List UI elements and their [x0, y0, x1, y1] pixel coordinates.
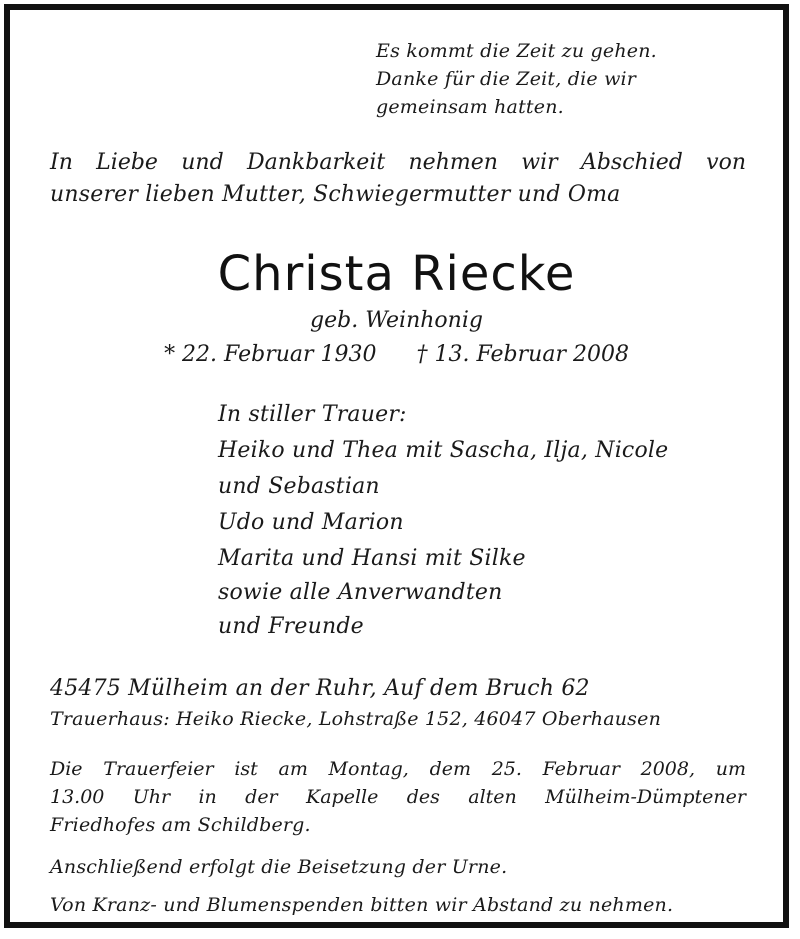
mourner-line: und Freunde	[218, 614, 364, 639]
life-dates	[10, 342, 783, 367]
mourner-line: und Sebastian	[218, 474, 380, 499]
deceased-name: Christa Riecke	[217, 246, 576, 302]
trauerhaus-address: Trauerhaus: Heiko Riecke, Lohstraße 152, 46047 Oberhausen	[50, 708, 662, 730]
mourners-heading: In stiller Trauer:	[218, 402, 407, 427]
mourner-line: Udo und Marion	[218, 510, 404, 535]
death-date: † 13. Februar 2008	[416, 342, 629, 367]
obituary-notice	[4, 4, 789, 928]
birth-date: * 22. Februar 1930	[164, 342, 377, 367]
mourner-line: Marita und Hansi mit Silke	[218, 546, 526, 571]
motto-line-3: gemeinsam hatten.	[376, 96, 564, 118]
motto-line-2: Danke für die Zeit, die wir	[376, 68, 637, 90]
ceremony-line-1: Die Trauerfeier ist am Montag, dem 25. Februar 2008, um	[50, 758, 746, 780]
mourner-line: sowie alle Anverwandten	[218, 580, 503, 605]
family-address: 45475 Mülheim an der Ruhr, Auf dem Bruch 62	[50, 676, 590, 701]
motto-line-1: Es kommt die Zeit zu gehen.	[376, 40, 657, 62]
burial-note: Anschließend erfolgt die Beisetzung der Urne.	[50, 856, 508, 878]
intro-line-2: unserer lieben Mutter, Schwiegermutter und Oma	[50, 182, 621, 207]
maiden-name: geb. Weinhonig	[310, 308, 483, 333]
intro-line-1: In Liebe und Dankbarkeit nehmen wir Abschied von	[50, 150, 746, 175]
ceremony-line-2: 13.00 Uhr in der Kapelle des alten Mülheim-Dümptener	[50, 786, 746, 808]
mourner-line: Heiko und Thea mit Sascha, Ilja, Nicole	[218, 438, 669, 463]
ceremony-line-3: Friedhofes am Schildberg.	[50, 814, 311, 836]
flowers-note: Von Kranz- und Blumenspenden bitten wir Abstand zu nehmen.	[50, 894, 674, 916]
